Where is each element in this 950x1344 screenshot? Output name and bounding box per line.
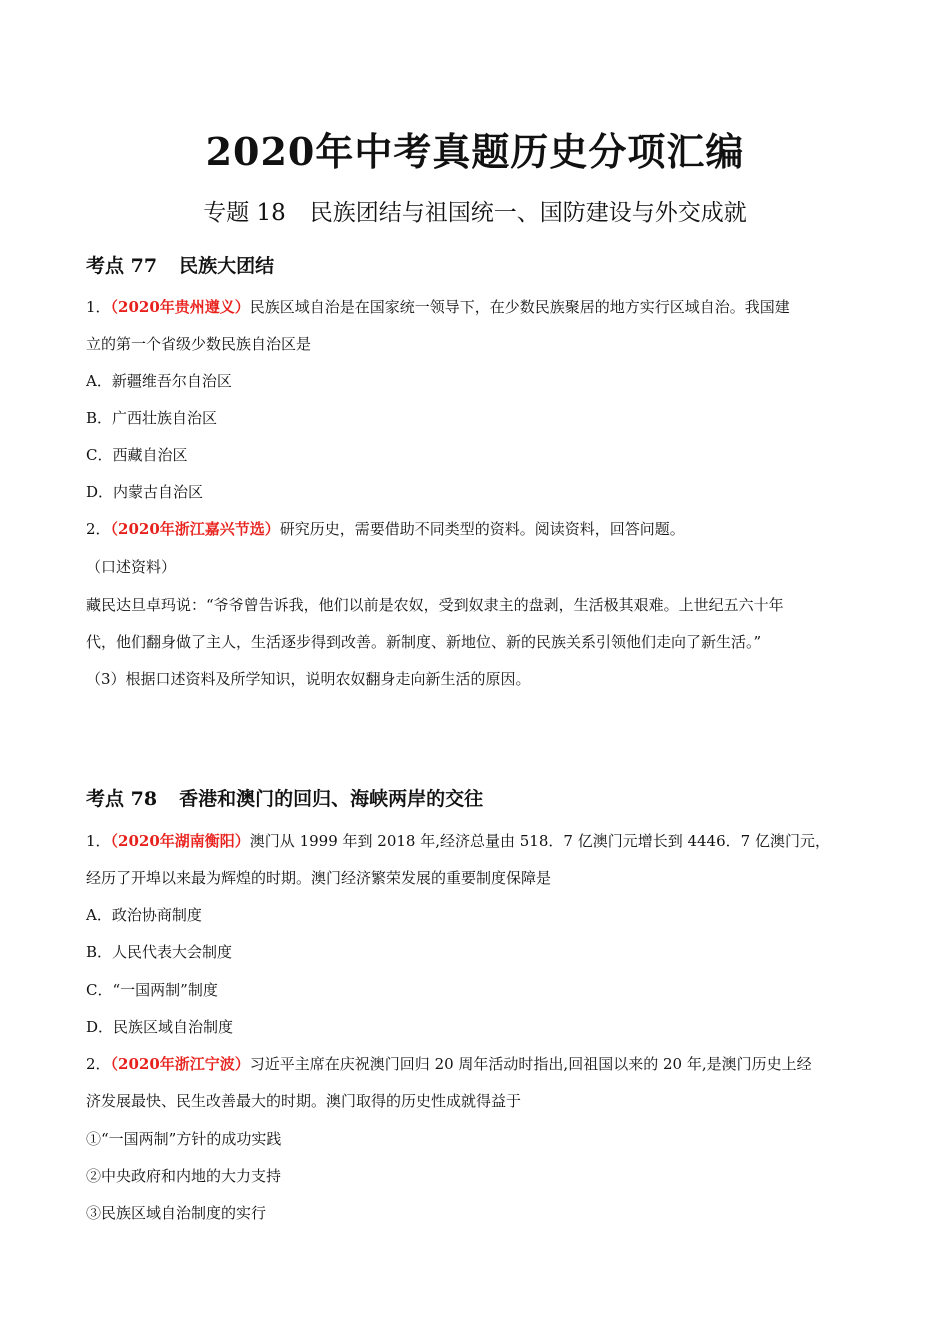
section-code: 考点 77 (86, 255, 158, 277)
question-source: （2020年浙江嘉兴节选） (110, 520, 280, 538)
section-code: 考点 78 (86, 788, 158, 810)
question-source: （2020年浙江宁波） (110, 1055, 250, 1073)
document-title: 2020年中考真题历史分项汇编 (205, 129, 745, 174)
question-number: 1． (86, 298, 111, 316)
question-text: 习近平主席在庆祝澳门回归 20 周年活动时指出,回祖国以来的 20 年,是澳门历史上经 (249, 1055, 812, 1073)
option-c: C．西藏自治区 (86, 446, 188, 464)
section-heading-78 (86, 785, 483, 813)
statement-3: ③民族区域自治制度的实行 (86, 1204, 267, 1222)
option-d: D．民族区域自治制度 (86, 1018, 234, 1036)
subtitle-prefix: 专题 18 (203, 200, 286, 226)
material-text-cont: 代，他们翻身做了主人，生活逐步得到改善。新制度、新地位、新的民族关系引领他们走向了新生活。” (86, 633, 762, 651)
question-text: 澳门从 1999 年到 2018 年,经济总量由 518．7 亿澳门元增长到 4446．7 亿澳门元， (249, 832, 830, 850)
question-1-stem (86, 830, 866, 852)
statement-1: ①“一国两制”方针的成功实践 (86, 1130, 282, 1148)
question-text: 民族区域自治是在国家统一领导下，在少数民族聚居的地方实行区域自治。我国建 (249, 298, 790, 316)
question-number: 1． (86, 832, 111, 850)
option-a: A．政治协商制度 (86, 906, 202, 924)
sub-question: （3）根据口述资料及所学知识，说明农奴翻身走向新生活的原因。 (86, 670, 531, 688)
material-label: （口述资料） (86, 558, 177, 576)
question-source: （2020年湖南衡阳） (110, 832, 250, 850)
question-1-stem (86, 296, 866, 318)
option-b: B．广西壮族自治区 (86, 409, 218, 427)
option-a: A．新疆维吾尔自治区 (86, 372, 232, 390)
question-2-stem (86, 518, 866, 540)
question-number: 2． (86, 1055, 111, 1073)
option-c: C．“一国两制”制度 (86, 981, 218, 999)
section-name: 民族大团结 (179, 255, 275, 277)
question-1-stem-cont: 立的第一个省级少数民族自治区是 (86, 335, 312, 353)
subtitle-text: 民族团结与祖国统一、国防建设与外交成就 (309, 200, 747, 226)
material-text: 藏民达旦卓玛说：“爷爷曾告诉我，他们以前是农奴，受到奴隶主的盘剥，生活极其艰难。上世纪五六十年 (86, 596, 784, 614)
document-subtitle (0, 196, 950, 230)
question-text: 研究历史，需要借助不同类型的资料。阅读资料，回答问题。 (279, 520, 685, 538)
section-heading-77 (86, 252, 274, 280)
statement-2: ②中央政府和内地的大力支持 (86, 1167, 282, 1185)
question-2-stem-cont: 济发展最快、民生改善最大的时期。澳门取得的历史性成就得益于 (86, 1092, 522, 1110)
question-2-stem (86, 1053, 866, 1075)
question-1-stem-cont: 经历了开埠以来最为辉煌的时期。澳门经济繁荣发展的重要制度保障是 (86, 869, 552, 887)
question-source: （2020年贵州遵义） (110, 298, 250, 316)
option-d: D．内蒙古自治区 (86, 483, 204, 501)
option-b: B．人民代表大会制度 (86, 943, 233, 961)
section-name: 香港和澳门的回归、海峡两岸的交往 (179, 788, 484, 810)
question-number: 2． (86, 520, 111, 538)
